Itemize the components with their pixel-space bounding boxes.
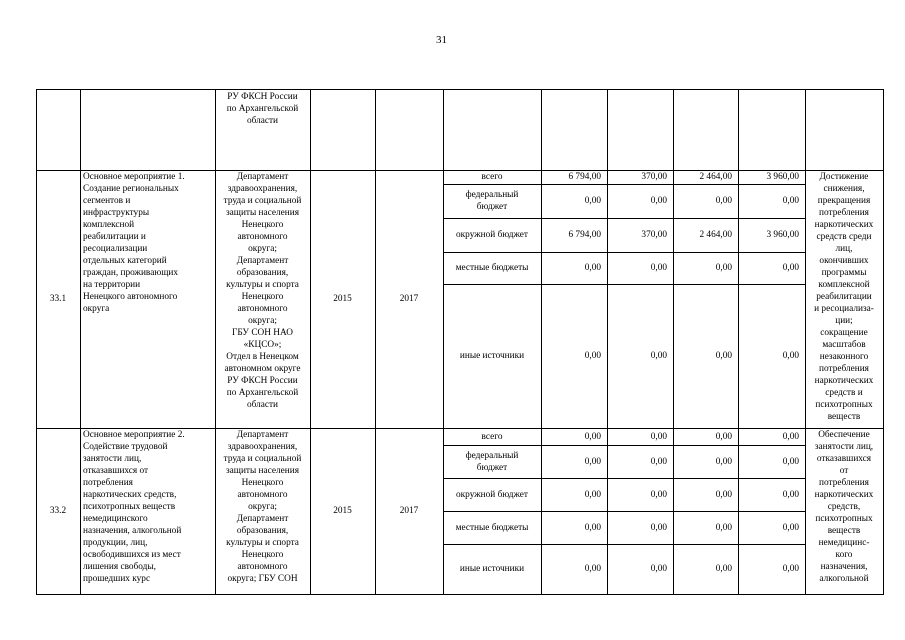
column-rule (443, 89, 444, 595)
column-rule (80, 89, 81, 595)
executor-text: автономного (237, 304, 288, 314)
amount-v3: 2 464,00 (699, 230, 732, 240)
executor-text: Департамент (236, 256, 289, 266)
amount-v2: 370,00 (641, 172, 667, 182)
executor-text: округа; ГБУ СОН (227, 574, 298, 584)
event-text: отказавшихся от (83, 466, 149, 476)
result-text: масштабов (822, 340, 866, 350)
column-rule (673, 89, 674, 595)
amount-v1: 6 794,00 (568, 230, 601, 240)
event-text: Содействие трудовой (83, 442, 168, 452)
result-text: незаконного (819, 352, 869, 362)
executor-text: автономного (237, 232, 288, 242)
row-number: 33.1 (49, 294, 67, 304)
result-text: назначения, (820, 562, 868, 572)
result-text: и ресоциализа- (814, 304, 874, 314)
result-text: алкогольной (819, 574, 869, 584)
event-text: отдельных категорий (83, 256, 167, 266)
source-row-rule (443, 445, 806, 446)
executor-text: Ненецкого (241, 550, 284, 560)
source-row-rule (443, 252, 806, 253)
executor-text: здравоохранения, (227, 442, 298, 452)
amount-v3: 0,00 (715, 522, 732, 533)
event-text: Основное мероприятие 2. (83, 430, 185, 440)
result-text: средств и (825, 388, 863, 398)
event-text: Основное мероприятие 1. (83, 172, 185, 182)
result-text: немедицинс- (818, 538, 870, 548)
column-rule (607, 89, 608, 595)
result-text: Достижение (819, 172, 869, 182)
amount-v4: 0,00 (782, 456, 799, 467)
executor-text: здравоохранения, (227, 184, 298, 194)
result-text: наркотических (814, 490, 874, 500)
row-number: 33.2 (49, 506, 67, 516)
result-text: прекращения (817, 196, 871, 206)
source-row-rule (443, 284, 806, 285)
source-label: окружной бюджет (456, 489, 528, 500)
result-text: потребления (819, 364, 869, 374)
executor-text: Департамент (236, 172, 289, 182)
source-label: бюджет (476, 202, 508, 212)
executor-text: Отдел в Ненецком (226, 352, 299, 362)
source-label: всего (481, 431, 503, 442)
amount-v2: 0,00 (650, 522, 667, 533)
result-text: сокращение (820, 328, 868, 338)
amount-v4: 0,00 (782, 489, 799, 500)
result-text: от (839, 466, 849, 476)
amount-v2: 0,00 (650, 489, 667, 500)
executor-text: автономного (237, 490, 288, 500)
result-text: окончивших (819, 256, 869, 266)
executor-text: ГБУ СОН НАО (232, 328, 293, 338)
executor-text: культуры и спорта (226, 280, 299, 290)
executor-text: округа; (248, 502, 277, 512)
amount-v2: 0,00 (650, 456, 667, 467)
start-year: 2015 (333, 294, 352, 304)
column-rule (883, 89, 884, 595)
source-row-rule (443, 184, 806, 185)
amount-v4: 3 960,00 (766, 230, 799, 240)
executor-text: Департамент (236, 514, 289, 524)
result-text: наркотических (814, 220, 874, 230)
amount-v1: 0,00 (584, 351, 601, 361)
event-text: продукции, лиц, (83, 538, 148, 548)
row-rule (36, 594, 884, 595)
event-text: комплексной (83, 220, 135, 230)
executor-text: Ненецкого (241, 220, 284, 230)
event-text: граждан, проживающих (83, 268, 179, 278)
executor-text: образования, (236, 526, 289, 536)
end-year: 2017 (399, 506, 419, 516)
amount-v1: 0,00 (584, 431, 601, 442)
result-text: реабилитации (816, 292, 872, 302)
amount-v4: 0,00 (782, 431, 799, 442)
result-text: средств, (827, 502, 861, 512)
column-rule (541, 89, 542, 595)
source-row-rule (443, 478, 806, 479)
result-text: потребления (819, 478, 869, 488)
amount-v2: 0,00 (650, 263, 667, 273)
amount-v1: 0,00 (584, 196, 601, 206)
amount-v3: 0,00 (715, 489, 732, 500)
executor-text: Ненецкого (241, 478, 284, 488)
source-label: местные бюджеты (455, 522, 529, 533)
amount-v3: 2 464,00 (699, 172, 732, 182)
amount-v4: 3 960,00 (766, 172, 799, 182)
amount-v4: 0,00 (782, 564, 799, 574)
result-text: Обеспечение (818, 430, 870, 440)
event-text: занятости лиц, (83, 454, 142, 464)
event-text: сегментов и (83, 196, 131, 206)
result-text: потребления (819, 208, 869, 218)
event-text: Создание региональных (83, 184, 179, 194)
executor-text: РУ ФКСН России (227, 376, 298, 386)
source-label: бюджет (476, 462, 508, 473)
event-text: прошедших курс (83, 574, 151, 584)
source-label: местные бюджеты (455, 263, 529, 273)
amount-v3: 0,00 (715, 431, 732, 442)
executor-text: защиты населения (225, 208, 300, 218)
amount-v1: 0,00 (584, 489, 601, 500)
result-text: комплексной (818, 280, 870, 290)
amount-v2: 0,00 (650, 564, 667, 574)
result-text: веществ (827, 526, 861, 536)
result-text: снижения, (823, 184, 865, 194)
source-row-rule (443, 511, 806, 512)
amount-v1: 0,00 (584, 522, 601, 533)
page-number: 31 (436, 34, 447, 46)
amount-v4: 0,00 (782, 263, 799, 273)
column-rule (36, 89, 37, 595)
table-top-rule (36, 89, 884, 90)
event-text: на территории (83, 280, 141, 290)
column-rule (738, 89, 739, 595)
result-text: ции; (835, 316, 853, 326)
event-text: ресоциализации (83, 244, 148, 254)
amount-v3: 0,00 (715, 456, 732, 467)
result-text: наркотических (814, 376, 874, 386)
source-row-rule (443, 544, 806, 545)
executor-text: «КЦСО»; (243, 340, 282, 350)
amount-v2: 0,00 (650, 196, 667, 206)
amount-v4: 0,00 (782, 351, 799, 361)
amount-v3: 0,00 (715, 196, 732, 206)
result-text: средств среди (816, 232, 872, 242)
event-text: реабилитации и (83, 232, 146, 242)
executor-text: труда и социальной (223, 454, 302, 464)
amount-v3: 0,00 (715, 564, 732, 574)
executor-text: защиты населения (225, 466, 300, 476)
executor-text: по Архангельской (226, 104, 299, 114)
result-text: программы (821, 268, 867, 278)
result-text: психотропных (815, 514, 873, 524)
start-year: 2015 (333, 506, 352, 516)
amount-v1: 6 794,00 (568, 172, 601, 182)
source-label: федеральный (465, 190, 519, 200)
executor-text: образования, (236, 268, 289, 278)
event-text: психотропных веществ (83, 502, 176, 512)
amount-v1: 0,00 (584, 263, 601, 273)
executor-text: автономном округе (224, 364, 301, 374)
executor-text: округа; (248, 244, 277, 254)
event-text: наркотических средств, (83, 490, 177, 500)
event-text: немедицинского (83, 514, 148, 524)
event-text: округа (83, 304, 110, 314)
event-text: лишения свободы, (83, 562, 156, 572)
amount-v3: 0,00 (715, 263, 732, 273)
source-label: иные источники (459, 564, 525, 574)
executor-text: РУ ФКСН России (227, 92, 298, 102)
source-label: иные источники (459, 351, 525, 361)
executor-text: культуры и спорта (226, 538, 299, 548)
executor-text: области (246, 400, 279, 410)
executor-text: по Архангельской (226, 388, 299, 398)
amount-v4: 0,00 (782, 522, 799, 533)
amount-v2: 0,00 (650, 351, 667, 361)
source-label: окружной бюджет (456, 230, 528, 240)
executor-text: автономного (237, 562, 288, 572)
result-text: лиц, (835, 244, 853, 254)
event-text: Ненецкого автономного (83, 292, 178, 302)
executor-text: округа; (248, 316, 277, 326)
source-row-rule (443, 218, 806, 219)
executor-text: области (246, 116, 279, 126)
result-text: веществ (827, 412, 861, 422)
event-text: инфраструктуры (83, 208, 150, 218)
amount-v2: 370,00 (641, 230, 667, 240)
result-text: отказавшихся (816, 454, 872, 464)
executor-text: труда и социальной (223, 196, 302, 206)
amount-v4: 0,00 (782, 196, 799, 206)
executor-text: Ненецкого (241, 292, 284, 302)
result-text: занятости лиц, (814, 442, 874, 452)
amount-v3: 0,00 (715, 351, 732, 361)
amount-v1: 0,00 (584, 564, 601, 574)
executor-text: Департамент (236, 430, 289, 440)
column-rule (375, 89, 376, 595)
event-text: потребления (83, 478, 133, 488)
event-text: назначения, алкогольной (83, 526, 182, 536)
end-year: 2017 (399, 294, 419, 304)
result-text: психотропных (815, 400, 873, 410)
source-label: всего (481, 172, 503, 182)
source-label: федеральный (465, 450, 519, 461)
amount-v1: 0,00 (584, 456, 601, 467)
event-text: освободившихся из мест (83, 550, 181, 560)
column-rule (310, 89, 311, 595)
amount-v2: 0,00 (650, 431, 667, 442)
result-text: кого (835, 550, 853, 560)
